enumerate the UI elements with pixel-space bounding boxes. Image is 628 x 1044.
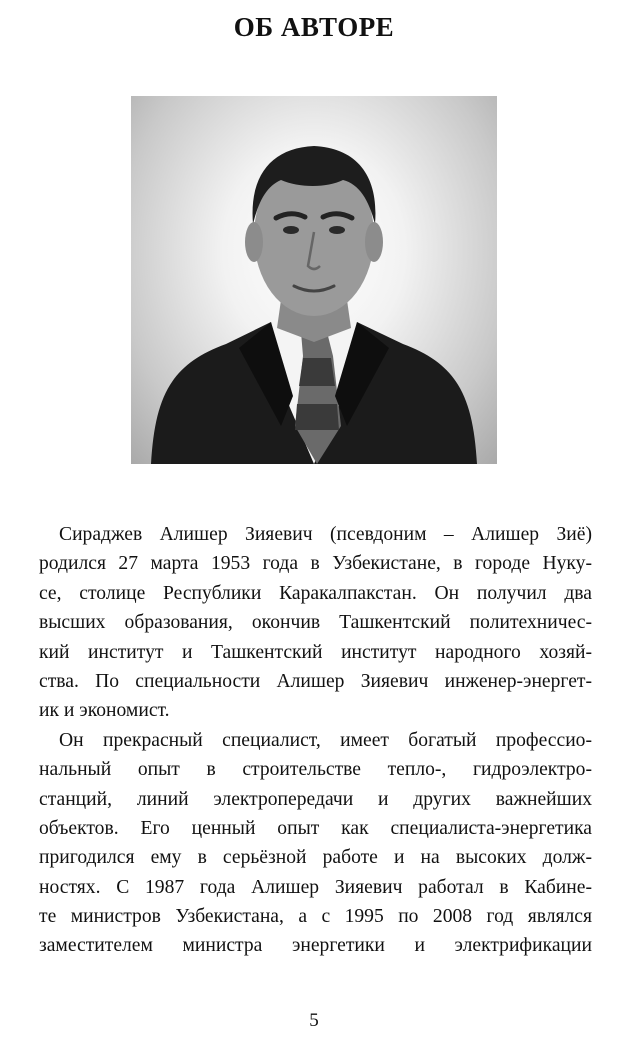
text-line: ностях. С 1987 года Алишер Зияевич работал в Кабине- (39, 876, 592, 898)
text-line: объектов. Его ценный опыт как специалиста-энергетика (39, 817, 592, 839)
author-biography (39, 520, 592, 961)
text-line: пригодился ему в серьёзной работе и на высоких долж- (39, 847, 592, 869)
text-line: ства. По специальности Алишер Зияевич инженер-энергет- (39, 670, 592, 692)
text-line: те министров Узбекистана, а с 1995 по 2008 год являлся (39, 906, 592, 928)
text-line: нальный опыт в строительстве тепло-, гидроэлектро- (39, 759, 592, 781)
text-line: ик и экономист. (39, 700, 170, 722)
text-line: се, столице Республики Каракалпакстан. Он получил два (39, 582, 592, 604)
text-line: высших образования, окончив Ташкентский политехничес- (39, 612, 592, 634)
text-line: станций, линий электропередачи и других важнейших (39, 788, 592, 810)
author-portrait-icon (131, 96, 497, 464)
text-line: Сираджев Алишер Зияевич (псевдоним – Алишер Зиё) (59, 524, 592, 545)
text-line: кий институт и Ташкентский институт народного хозяй- (39, 641, 592, 663)
author-photo (131, 96, 497, 464)
page-title: ОБ АВТОРЕ (233, 12, 395, 42)
page-number: 5 (309, 1010, 319, 1031)
text-line: родился 27 марта 1953 года в Узбекистане, в городе Нуку- (39, 553, 592, 575)
text-line: Он прекрасный специалист, имеет богатый профессио- (59, 729, 592, 751)
text-line: заместителем министра энергетики и электрификации (39, 935, 592, 957)
